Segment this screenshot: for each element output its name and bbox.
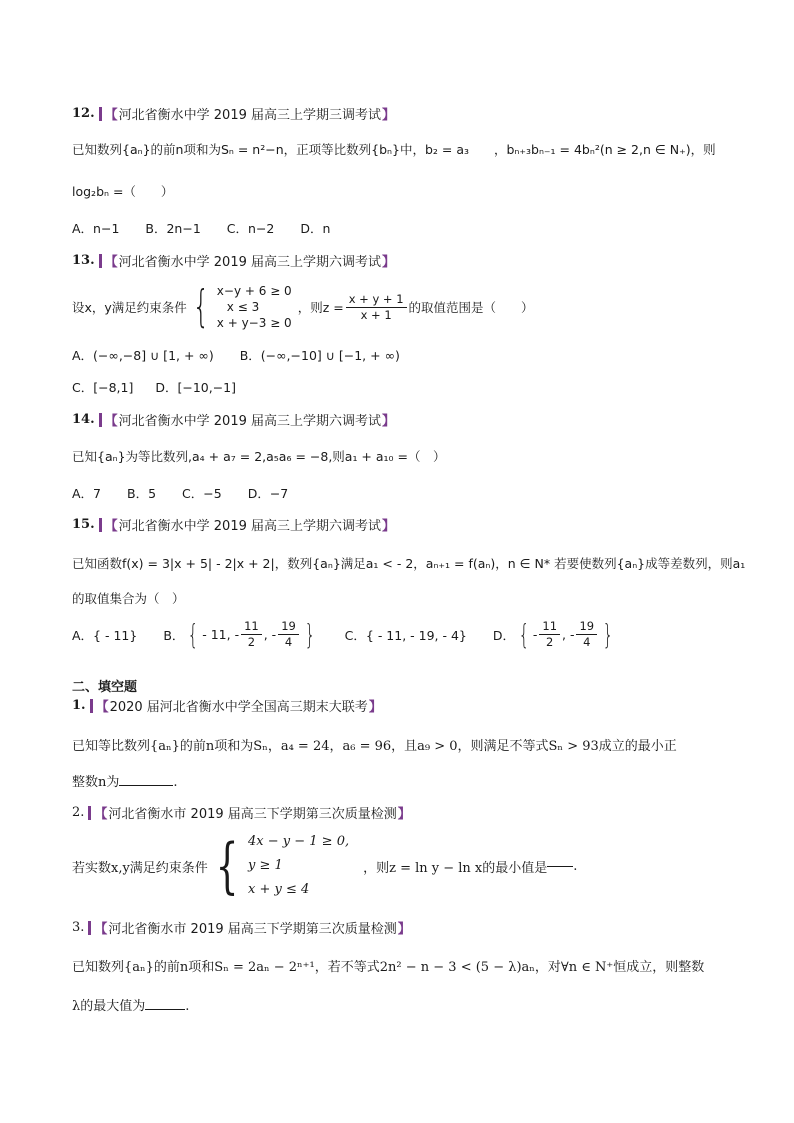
- q15-option-d: D． { - $\frac{11}{2}$ , - $\frac{19}{4}$ }: [492, 618, 614, 651]
- q14-option-c: C．−5: [182, 486, 222, 501]
- q14-header: 14. 【 河北省衡水中学 2019 届高三上学期六调考试 】: [72, 412, 396, 429]
- f3-stem-line2: λ的最大值为 .: [72, 999, 190, 1014]
- q13-constraint-1: x−y + 6 ≥ 0: [216, 284, 292, 298]
- q13-options-row1: [72, 346, 400, 364]
- f3-number: 3.: [72, 920, 85, 935]
- q12-option-d: D．n: [300, 221, 331, 236]
- f2-stem-post: ，则z = ln y − ln x的最小值是: [363, 860, 548, 876]
- f1-stem-line2: 整数n为 .: [72, 775, 178, 790]
- q13-source: 河北省衡水中学 2019 届高三上学期六调考试: [118, 255, 381, 270]
- q15-source: 河北省衡水中学 2019 届高三上学期六调考试: [118, 519, 381, 534]
- q15-options: [72, 618, 617, 651]
- q13-stem-mid: ，则z =: [297, 300, 344, 315]
- f1-number: 1.: [72, 698, 86, 713]
- q12-stem-line2: log₂bₙ =（ ）: [72, 184, 174, 199]
- bracket-mark: [88, 806, 91, 820]
- q14-option-a: A．7: [72, 486, 102, 501]
- q12-source: 河北省衡水中学 2019 届高三上学期三调考试: [118, 108, 381, 123]
- q15-header: 15. 【 河北省衡水中学 2019 届高三上学期六调考试 】: [72, 517, 396, 534]
- f1-header: 1. 【 2020 届河北省衡水中学全国高三期末大联考 】: [72, 698, 382, 715]
- q12-header: 12. 【 河北省衡水中学 2019 届高三上学期三调考试 】: [72, 106, 396, 123]
- f2-constraint-system: [208, 830, 349, 902]
- left-brace: {: [192, 281, 210, 332]
- q14-option-d: D．−7: [247, 486, 289, 501]
- f2-constraint-1: 4x − y − 1 ≥ 0,: [248, 834, 350, 849]
- q13-option-d: D．[−10,−1]: [155, 380, 237, 395]
- f3-header: 3. 【 河北省衡水市 2019 届高三下学期第三次质量检测 】: [72, 920, 411, 937]
- q13-constraint-system: [187, 283, 292, 331]
- left-brace: {: [215, 831, 239, 901]
- f2-number: 2.: [72, 805, 85, 820]
- bracket-mark: [88, 921, 91, 935]
- q13-constraint-3: x + y−3 ≥ 0: [216, 316, 292, 330]
- q14-option-b: B．5: [127, 486, 157, 501]
- q12-option-a: A．n−1: [72, 221, 120, 236]
- q13-stem-pre: 设x，y满足约束条件: [72, 300, 187, 315]
- q13-option-b: B．(−∞,−10] ∪ [−1, + ∞): [239, 348, 400, 363]
- q12-options: [72, 219, 330, 237]
- f2-source: 河北省衡水市 2019 届高三下学期第三次质量检测: [108, 807, 397, 822]
- q13-fraction: [346, 292, 407, 323]
- answer-blank[interactable]: [145, 1009, 185, 1010]
- q13-stem: [72, 283, 534, 331]
- bracket-mark: [90, 699, 93, 713]
- q15-option-b: B． { - 11, - $\frac{11}{2}$ , - $\frac{19}{4}$ }: [163, 618, 316, 651]
- q15-option-c: C．{ - 11, - 19, - 4}: [344, 627, 467, 643]
- q15-option-a: A．{ - 11}: [72, 627, 138, 643]
- q13-option-a: A．(−∞,−8] ∪ [1, + ∞): [72, 348, 214, 363]
- f2-stem: 若实数x,y满足约束条件 { 4x − y − 1 ≥ 0, y ≥ 1 x + y ≤ 4 ，则z = ln y − ln x的最小值是 .: [72, 831, 578, 901]
- bracket-mark: [99, 254, 102, 268]
- q12-number: 12.: [72, 106, 95, 121]
- answer-blank[interactable]: [547, 866, 573, 867]
- answer-blank[interactable]: [119, 785, 173, 786]
- q13-number: 13.: [72, 253, 95, 268]
- bracket-mark: [99, 413, 102, 427]
- q14-number: 14.: [72, 412, 95, 427]
- f2-stem-pre: 若实数x,y满足约束条件: [72, 860, 208, 876]
- q14-source: 河北省衡水中学 2019 届高三上学期六调考试: [118, 414, 381, 429]
- q13-option-c: C．[−8,1]: [72, 380, 134, 395]
- q15-stem-line2: 的取值集合为（ ）: [72, 591, 185, 606]
- q14-options: [72, 484, 288, 502]
- f2-constraint-2: y ≥ 1: [248, 858, 283, 873]
- bracket-mark: [99, 518, 102, 532]
- q12-option-b: B．2n−1: [145, 221, 201, 236]
- q13-frac-num: x + y + 1: [346, 292, 407, 308]
- f3-stem-line1: 已知数列{aₙ}的前n项和Sₙ = 2aₙ − 2ⁿ⁺¹，若不等式2n² − n − 3 < (5 − λ)aₙ，对∀n ∈ N⁺恒成立，则整数: [72, 960, 705, 975]
- bracket-mark: [99, 107, 102, 121]
- q13-stem-post: 的取值范围是（ ）: [408, 300, 534, 315]
- section-title-fill-blank: 二、填空题: [72, 680, 138, 695]
- f2-constraint-3: x + y ≤ 4: [248, 882, 310, 897]
- f1-source: 2020 届河北省衡水中学全国高三期末大联考: [109, 700, 368, 715]
- f1-stem-line1: 已知等比数列{aₙ}的前n项和为Sₙ，a₄ = 24，a₆ = 96，且a₉ > 0，则满足不等式Sₙ > 93成立的最小正: [72, 739, 677, 754]
- f2-header: 2. 【 河北省衡水市 2019 届高三下学期第三次质量检测 】: [72, 805, 411, 822]
- f3-source: 河北省衡水市 2019 届高三下学期第三次质量检测: [108, 922, 397, 937]
- q13-frac-den: x + 1: [360, 307, 392, 322]
- q12-stem-line1: 已知数列{aₙ}的前n项和为Sₙ = n²−n，正项等比数列{bₙ}中，b₂ = a₃ ，bₙ₊₃bₙ₋₁ = 4bₙ²(n ≥ 2,n ∈ N₊)，则: [72, 142, 716, 157]
- q13-constraint-2: x ≤ 3: [226, 300, 260, 314]
- q12-option-c: C．n−2: [226, 221, 275, 236]
- q13-options-row2: [72, 378, 236, 396]
- q13-header: 13. 【 河北省衡水中学 2019 届高三上学期六调考试 】: [72, 253, 396, 270]
- q14-stem: 已知{aₙ}为等比数列,a₄ + a₇ = 2,a₅a₆ = −8,则a₁ + a₁₀ =（ ）: [72, 449, 446, 464]
- q15-stem-line1: 已知函数f(x) = 3|x + 5| - 2|x + 2|，数列{aₙ}满足a₁ < - 2，aₙ₊₁ = f(aₙ)，n ∈ N* 若要使数列{aₙ}成等差数列，则a₁: [72, 556, 746, 571]
- q15-number: 15.: [72, 517, 95, 532]
